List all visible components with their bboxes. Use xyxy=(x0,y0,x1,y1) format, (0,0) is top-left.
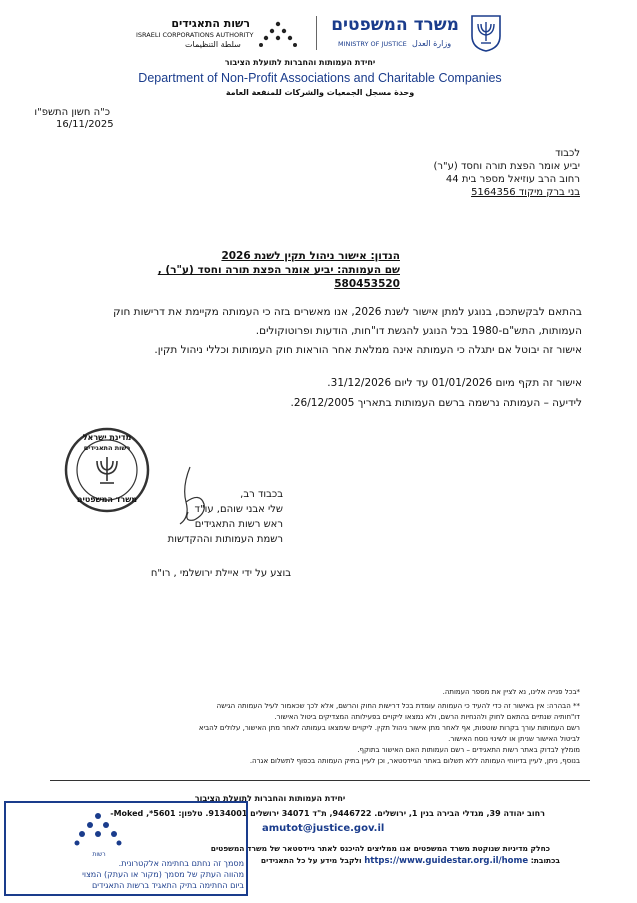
recipient-block xyxy=(320,147,580,199)
header-logo-divider xyxy=(316,16,317,50)
moj-name-he: משרד המשפטים xyxy=(331,15,459,35)
footnote-line: בנוסף, ניתן, לעיין בדיווחי העמותה ללא תשלום באתר הגיידסטאר, וכן לעיין בתיק העמותה בכפוף לתשלום אגרה. xyxy=(249,757,580,765)
footer-address: רחוב יהודה 39, מגדלי הבירה בנין 1, ירושלים. 9446722, ת"ד 34071 ירושלים 9134001. טלפון: 5601*, Moked- xyxy=(110,809,545,818)
header xyxy=(0,0,637,110)
stamp-text-bottom: משרד המשפטים xyxy=(76,495,138,504)
footnote-line: רשם העמותות עורך בקרות שוטפות, אף לאחר מתן אישור ניהול תקין. ליקויים שימצאו בעמותה לאחר מתן האישור, עלולים להביא xyxy=(198,724,580,732)
recipient-salutation: לכבוד xyxy=(555,148,580,159)
digital-signature-line-3: ביום החתימה בתיק התאגיד ברשות התאגידים xyxy=(91,881,244,890)
digital-signature-box xyxy=(4,801,248,896)
digital-signature-line-1: מסמך זה נחתם בחתימה אלקטרונית. xyxy=(118,859,244,868)
menorah-emblem-icon xyxy=(468,14,504,52)
ica-name-he: רשות התאגידים xyxy=(171,17,250,30)
digital-signature-line-2: מהווה העתק של מסמך (מקור או העתק) המצוי xyxy=(82,870,244,879)
executed-by: בוצע על ידי איילת ירושלמי , רו"ח xyxy=(150,568,291,579)
footer-unit-name: יחידת העמותות והחברות לתועלת הציבור xyxy=(194,794,346,803)
footer-email-link[interactable]: amutot@justice.gov.il xyxy=(262,823,385,834)
body-paragraph-1-line-1: בהתאם לבקשתכם, בנוגע למתן אישור לשנת 2026, אנו מאשרים בזה כי העמותה מקיימת את דרישות חוק xyxy=(113,306,582,318)
signature-name: שלי אבני שוהם, עו"ד xyxy=(194,504,283,515)
body-paragraph-1-line-2: העמותות, התש"ם-1980 בכל הנוגע להגשת דו"חות, הודעות ופרוטוקולים. xyxy=(255,325,582,337)
ica-name-en: ISRAELI CORPORATIONS AUTHORITY xyxy=(136,31,254,39)
digital-signature-logo-label: רשות xyxy=(92,851,106,858)
subject-line-1: הנדון: אישור ניהול תקין לשנת 2026 xyxy=(221,250,400,262)
ica-name-ar: سلطة التنظيمات xyxy=(185,40,241,49)
footnote-line: *בכל פנייה אלינו, נא לציין את מספר העמותה. xyxy=(442,688,580,696)
moj-name-en: MINISTRY OF JUSTICE xyxy=(338,40,407,48)
signature-title-2: רשמת העמותות וההקדשות xyxy=(167,534,283,545)
recipient-line-1: יביע אומר הפצת תורה וחסד (ע"ר) xyxy=(433,161,580,172)
subject-line-2: שם העמותה: יביע אומר הפצת תורה וחסד (ע"ר) , 580453520 xyxy=(157,264,400,290)
signature-regards: בכבוד רב, xyxy=(240,489,283,500)
unit-name-ar: وحدة مسجل الجمعيات والشركات للمنفعة العامة xyxy=(225,88,415,97)
footer-divider xyxy=(50,780,590,781)
letter-body xyxy=(40,305,582,411)
unit-name-en: Department of Non-Profit Associations and Charitable Companies xyxy=(138,71,502,85)
moj-name-ar: وزارة العدل xyxy=(412,39,452,48)
registration-text: לידיעה – העמותה נרשמה ברשם העמותות בתאריך 26/12/2005. xyxy=(290,397,582,409)
gregorian-date: 16/11/2025 xyxy=(56,119,114,130)
recipient-line-2: רחוב הרב עוזיאל מספר בית 44 xyxy=(445,174,580,185)
footnote-line: מומלץ לבדוק באתר רשות התאגידים – רשם העמותות האם האישור בתוקף. xyxy=(357,746,580,754)
corporations-authority-logo-icon xyxy=(258,20,298,50)
footer-website-link[interactable]: https://www.guidestar.org.il/home xyxy=(364,856,529,866)
stamp-text-top: מדינת ישראל xyxy=(82,433,132,442)
recipient-line-3: בני ברק מיקוד 5164356 xyxy=(471,187,580,198)
footer-website-suffix: ולקבל מידע על כל התאגידים xyxy=(260,856,362,865)
validity-text: אישור זה תקף מיום 01/01/2026 עד ליום 31/12/2026. xyxy=(327,377,582,389)
footnotes xyxy=(40,687,580,767)
digital-signature-logo-icon xyxy=(74,811,122,851)
footer-website-label: בכתובת: xyxy=(530,856,560,865)
stamp-text-mid: רשות התאגידים xyxy=(83,444,131,452)
signature-title-1: ראש רשות התאגידים xyxy=(194,519,283,530)
hebrew-date: כ"ה חשון התשפ"ו xyxy=(34,107,110,118)
footer-disclaimer: כחלק מדיניות שנוקטת משרד המשפטים אנו ממליצים להיכנס לאתר גיידסטאר של משרד המשפטים xyxy=(210,844,550,853)
footnote-line: לביטול האישור שניתן או לשינוי נוסח האישור. xyxy=(448,735,580,743)
digital-signature-text xyxy=(10,858,244,891)
body-paragraph-2: אישור זה יבוטל אם יתגלה כי העמותה אינה ממלאת אחר הוראות חוק העמותות וכללי ניהול תקין. xyxy=(154,344,582,356)
unit-name-he: יחידת העמותות והחברות לתועלת הציבור xyxy=(224,58,376,67)
footnote-line: ** הבהרה: אין באישור זה כדי להעיד כי העמותה עומדת בכל דרישות החוק והרשם, אלא לכך שכאמור לעיל העמותה הגישה xyxy=(216,702,580,710)
footnote-line: דו"חותיה שנתיים בהתאם לחוק ולהנחיות הרשם, ולא נמצאו ליקויים בפעילותה המצדיקים ביטול האישור. xyxy=(274,713,580,721)
signature-block xyxy=(103,487,283,547)
